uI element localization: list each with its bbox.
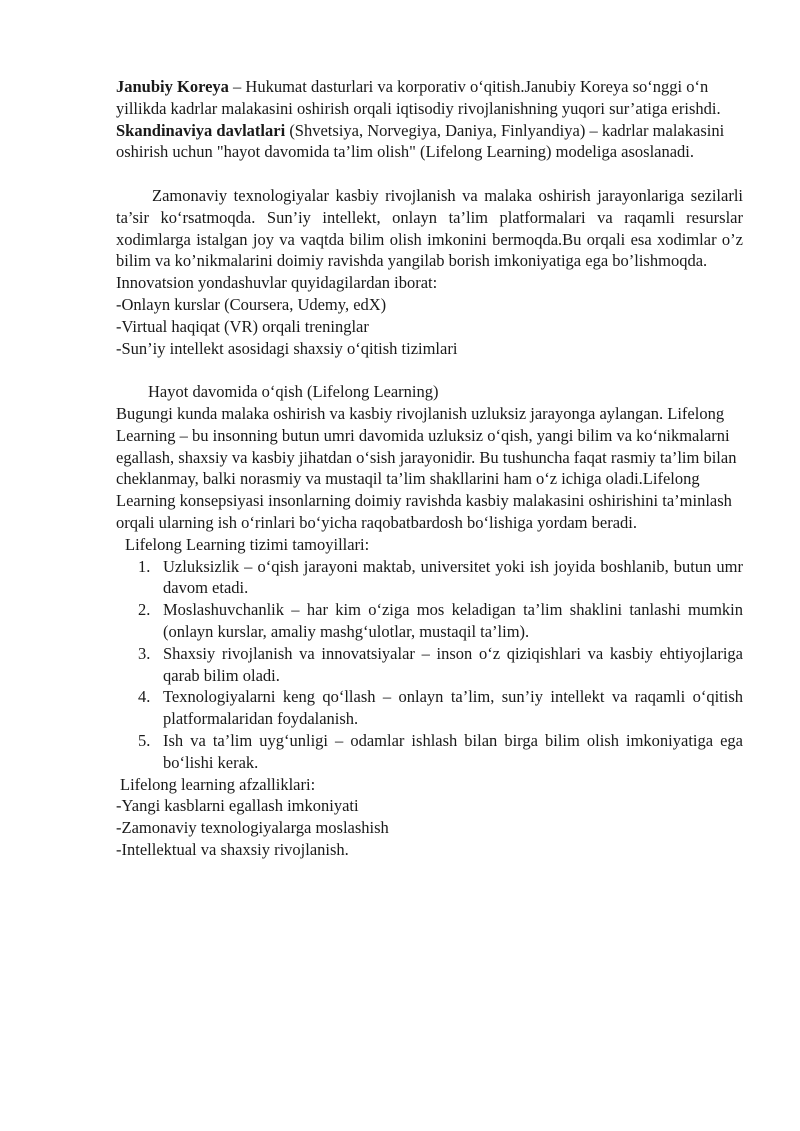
principles-list: [116, 556, 743, 774]
list-text: Moslashuvchanlik – har kim oʻziga mos keladigan ta’lim shaklini tanlashi mumkin (onlayn kurslar, amaliy mashgʻulotlar, mustaqil ta’lim).: [163, 600, 743, 641]
innovation-item: -Virtual haqiqat (VR) orqali treninglar: [116, 316, 369, 336]
list-number: 5.: [138, 730, 151, 750]
spacer: [116, 359, 743, 381]
innovations-intro: Innovatsion yondashuvlar quyidagilardan iborat:: [116, 273, 438, 293]
korea-text: – Hukumat dasturlari va korporativ oʻqitish.Janubiy Koreya soʻnggi oʻn yillikda kadrlar malakasini oshirish orqali iqtisodiy rivojlanishning yuqori sur’atiga erishdi.: [116, 77, 721, 118]
list-number: 2.: [138, 600, 151, 620]
lifelong-paragraph: Bugungi kunda malaka oshirish va kasbiy rivojlanish uzluksiz jarayonga aylangan. Lifelong Learning – bu insonning butun umri davomida uzluksiz oʻqish, yangi bilim va koʻnikmalarni egallash, shaxsiy va kasbiy jihatdan oʻsish jarayonidir. Bu tushuncha faqat rasmiy ta’lim bilan cheklanmay, balki norasmiy va mustaqil ta’lim shakllarini ham oʻz ichiga oladi.Lifelong Learning konsepsiyasi insonlarning doimiy ravishda kasbiy malakasini oshirishini ta’minlash orqali ularning ish oʻrinlari boʻyicha raqobatbardosh boʻlishiga yordam beradi.: [116, 403, 737, 532]
list-item: [116, 686, 743, 730]
list-text: Texnologiyalarni keng qoʻllash – onlayn ta’lim, sun’iy intellekt va raqamli oʻqitish platformalaridan foydalanish.: [163, 687, 743, 729]
advantage-item: -Zamonaviy texnologiyalarga moslashish: [116, 818, 389, 838]
principles-title: Lifelong Learning tizimi tamoyillari:: [125, 534, 370, 554]
list-number: 1.: [138, 556, 151, 576]
technology-paragraph: Zamonaviy texnologiyalar kasbiy rivojlanish va malaka oshirish jarayonlariga sezilarli ta’sir koʻrsatmoqda. Sun’iy intellekt, onlayn ta’lim platformalari va raqamli resurslar xodimlarga istalgan joy va vaqtda bilim olish imkonini bermoqda.Bu orqali esa xodimlar o’z bilim va ko’nikmalarini doimiy ravishda yangilab borish imkoniyatiga ega bo’lishmoqda.: [116, 185, 743, 271]
scandinavia-term: Skandinaviya davlatlari: [116, 120, 286, 140]
korea-paragraph: [116, 76, 743, 120]
list-item: [116, 730, 743, 774]
spacer: [116, 163, 743, 185]
list-number: 4.: [138, 687, 151, 707]
list-text: Ish va ta’lim uygʻunligi – odamlar ishlash bilan birga bilim olish imkoniyatiga ega boʻlishi kerak.: [163, 730, 743, 772]
scandinavia-paragraph: [116, 120, 743, 164]
list-number: 3.: [138, 643, 151, 663]
korea-term: Janubiy Koreya: [116, 77, 229, 96]
scandinavia-text: (Shvetsiya, Norvegiya, Daniya, Finlyandiya) – kadrlar malakasini oshirish uchun "hayot davomida ta’lim olish" (Lifelong Learning) modeliga asoslanadi.: [116, 120, 725, 162]
section-heading: Hayot davomida oʻqish (Lifelong Learning): [148, 382, 439, 402]
list-text: Uzluksizlik – oʻqish jarayoni maktab, universitet yoki ish joyida boshlanib, butun umr davom etadi.: [163, 556, 743, 598]
document-page: [116, 76, 743, 861]
list-item: [116, 643, 743, 687]
advantages-title: Lifelong learning afzalliklari:: [120, 774, 316, 794]
innovation-item: -Sun’iy intellekt asosidagi shaxsiy oʻqitish tizimlari: [116, 338, 458, 358]
advantage-item: -Yangi kasblarni egallash imkoniyati: [116, 796, 359, 816]
innovation-item: -Onlayn kurslar (Coursera, Udemy, edX): [116, 294, 387, 314]
list-text: Shaxsiy rivojlanish va innovatsiyalar – inson oʻz qiziqishlari va kasbiy ehtiyojlariga qarab bilim oladi.: [163, 643, 743, 685]
list-item: [116, 599, 743, 643]
list-item: [116, 556, 743, 600]
advantage-item: -Intellektual va shaxsiy rivojlanish.: [116, 839, 349, 859]
